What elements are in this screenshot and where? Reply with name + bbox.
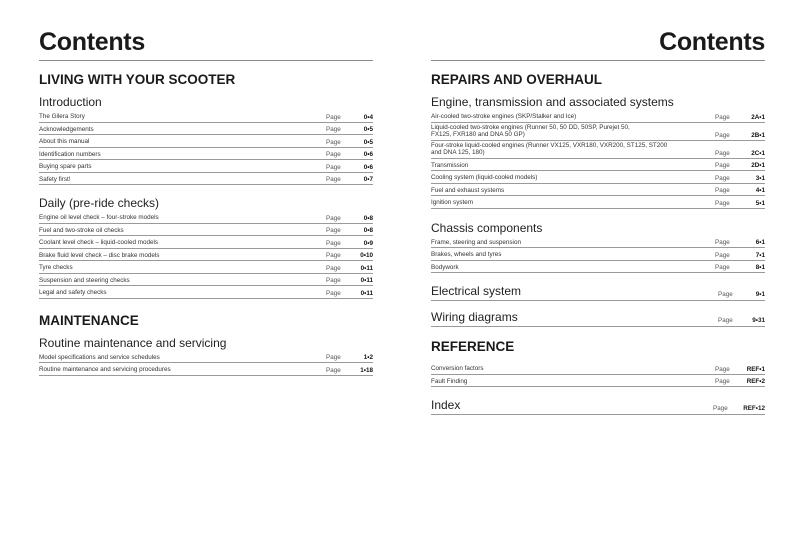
entry-label: Transmission <box>431 161 469 169</box>
page-word: Page <box>718 317 733 324</box>
entry-label: Identification numbers <box>39 150 101 158</box>
page-number: 2A•1 <box>751 113 765 121</box>
right-page <box>431 0 765 415</box>
section-title-living-with-your-scooter: LIVING WITH YOUR SCOOTER <box>39 72 236 87</box>
toc-entry[interactable] <box>431 196 765 209</box>
page-number: 2B•1 <box>751 131 765 139</box>
page-number: 0•7 <box>363 176 373 183</box>
toc-entry[interactable] <box>39 160 373 173</box>
page-number: 0•11 <box>360 277 373 284</box>
toc-entry[interactable] <box>431 159 765 172</box>
subsection-title: Daily (pre-ride checks) <box>39 196 160 210</box>
entry-label: Buying spare parts <box>39 163 92 170</box>
toc-entry[interactable] <box>431 110 765 123</box>
toc-entry[interactable] <box>39 211 373 224</box>
page-title: Contents <box>431 28 765 61</box>
page-word: Page <box>715 174 730 182</box>
page-word: Page <box>326 138 341 146</box>
page-word: Page <box>326 277 341 284</box>
toc-entry[interactable] <box>431 123 765 141</box>
page-number: REF•2 <box>746 378 765 385</box>
page-word: Page <box>326 126 341 133</box>
page-number: 0•8 <box>363 214 373 222</box>
page-word: Page <box>326 176 341 183</box>
page-number: 0•9 <box>363 239 373 247</box>
entry-label: Acknowledgements <box>39 125 94 133</box>
page-word: Page <box>715 239 730 246</box>
entry-label: Routine maintenance and servicing procedures <box>39 366 171 373</box>
entry-label-line2: and DNA 125, 180) <box>431 149 485 156</box>
subsection-introduction <box>39 96 373 185</box>
page-word: Page <box>326 214 341 222</box>
toc-entry[interactable] <box>431 184 765 197</box>
page-word: Page <box>715 131 730 139</box>
page-number: 0•5 <box>363 138 373 146</box>
toc-entry-index[interactable] <box>431 399 765 415</box>
page-word: Page <box>326 366 341 374</box>
page-word: Page <box>715 113 730 121</box>
subsection-title: Engine, transmission and associated systems <box>431 95 674 109</box>
entry-label: Air-cooled two-stroke engines (SKP/Stalker and Ice) <box>431 113 577 120</box>
entry-label <box>431 124 715 139</box>
page-number: 9•1 <box>755 291 765 298</box>
entry-label: Suspension and steering checks <box>39 276 130 284</box>
entry-label: Model specifications and service schedules <box>39 353 160 361</box>
entry-label: Index <box>431 398 461 412</box>
left-page <box>39 0 373 376</box>
entry-label-line2: FX125, FXR180 and DNA 50 GP) <box>431 131 525 138</box>
toc-entry-electrical-system[interactable] <box>431 285 765 301</box>
page-number: 0•6 <box>363 151 373 158</box>
page-word: Page <box>326 151 341 158</box>
entry-label: Brakes, wheels and tyres <box>431 251 502 258</box>
toc-entry[interactable] <box>39 148 373 161</box>
page-number: REF•12 <box>743 405 765 412</box>
page-number: 0•11 <box>360 264 373 272</box>
page-word: Page <box>718 291 733 298</box>
toc-entry[interactable] <box>39 135 373 148</box>
page-number: 0•6 <box>363 163 373 171</box>
entry-label: Coolant level check – liquid-cooled models <box>39 239 159 246</box>
page-word: Page <box>326 113 341 121</box>
page-word: Page <box>713 405 728 412</box>
subsection-title: Routine maintenance and servicing <box>39 335 227 350</box>
entry-label: Safety first! <box>39 175 71 183</box>
section-title-maintenance: MAINTENANCE <box>39 312 139 328</box>
toc-entry[interactable] <box>431 375 765 388</box>
entry-label: Brake fluid level check – disc brake models <box>39 251 160 259</box>
toc-entry-wiring-diagrams[interactable] <box>431 311 765 327</box>
page-number: 2C•1 <box>751 149 765 157</box>
page-word: Page <box>326 163 341 171</box>
page-number: 0•8 <box>363 227 373 234</box>
page-word: Page <box>715 149 730 157</box>
entry-label: Bodywork <box>431 263 459 271</box>
toc-entry[interactable] <box>431 362 765 375</box>
toc-entry[interactable] <box>39 261 373 274</box>
page-word: Page <box>715 264 730 271</box>
subsection-chassis-components <box>431 222 765 274</box>
toc-entry[interactable] <box>431 236 765 249</box>
section-title-repairs-and-overhaul: REPAIRS AND OVERHAUL <box>431 72 603 87</box>
subsection-routine-maintenance <box>39 337 373 376</box>
page-number: 4•1 <box>755 187 765 194</box>
toc-entry[interactable] <box>39 286 373 299</box>
entry-label: Fault Finding <box>431 377 468 385</box>
page-word: Page <box>326 252 341 259</box>
page-word: Page <box>715 251 730 259</box>
page-number: 2D•1 <box>751 162 765 169</box>
toc-entry[interactable] <box>39 173 373 186</box>
page-number: 8•1 <box>755 264 765 271</box>
section-title-reference: REFERENCE <box>431 339 515 354</box>
page-number: 6•1 <box>755 239 765 246</box>
page-number: 1•2 <box>363 354 373 361</box>
page-word: Page <box>715 162 730 169</box>
toc-entry[interactable] <box>39 274 373 287</box>
toc-entry[interactable] <box>431 248 765 261</box>
page-number: 9•31 <box>752 317 765 324</box>
subsection-daily-checks <box>39 197 373 299</box>
toc-entry[interactable] <box>431 261 765 274</box>
entry-label: Fuel and two-stroke oil checks <box>39 226 124 234</box>
toc-entry[interactable] <box>39 363 373 376</box>
entry-label-line1: Liquid-cooled two-stroke engines (Runner 50, 50 DD, 50SP, Purejet 50, <box>431 123 630 131</box>
entry-label: Conversion factors <box>431 365 484 372</box>
page-word: Page <box>715 378 730 385</box>
subsection-title: Chassis components <box>431 220 543 235</box>
page-number: 3•1 <box>755 174 765 182</box>
entry-label-line1: Four-stroke liquid-cooled engines (Runner VX125, VXR180, VXR200, ST125, ST200 <box>431 141 668 149</box>
page-number: 0•11 <box>360 289 373 297</box>
toc-entry[interactable] <box>39 123 373 136</box>
toc-entry[interactable] <box>39 236 373 249</box>
page-number: 1•18 <box>360 366 373 374</box>
reference-entries <box>431 362 765 387</box>
page-word: Page <box>326 239 341 247</box>
entry-label: Wiring diagrams <box>431 310 518 324</box>
page-word: Page <box>326 264 341 272</box>
page-word: Page <box>715 199 730 207</box>
page-number: REF•1 <box>746 365 765 373</box>
entry-label: Tyre checks <box>39 264 73 271</box>
subsection-engine-transmission <box>431 96 765 209</box>
toc-entry[interactable] <box>431 171 765 184</box>
entry-label: Engine oil level check – four-stroke models <box>39 214 159 221</box>
entry-label: Frame, steering and suspension <box>431 238 521 246</box>
toc-entry[interactable] <box>39 351 373 364</box>
subsection-title: Introduction <box>39 95 102 109</box>
page-title: Contents <box>39 28 373 61</box>
page-word: Page <box>326 227 341 234</box>
toc-entry[interactable] <box>39 110 373 123</box>
page-number: 5•1 <box>755 199 765 207</box>
entry-label: The Gilera Story <box>39 113 85 120</box>
entry-label: About this manual <box>39 138 90 145</box>
toc-entry[interactable] <box>431 141 765 159</box>
page-word: Page <box>715 365 730 373</box>
entry-label <box>431 142 715 157</box>
entry-label: Fuel and exhaust systems <box>431 186 505 194</box>
page-number: 0•5 <box>363 126 373 133</box>
entry-label: Cooling system (liquid-cooled models) <box>431 174 538 181</box>
entry-label: Ignition system <box>431 199 473 206</box>
entry-label: Legal and safety checks <box>39 289 107 296</box>
page-word: Page <box>326 289 341 297</box>
page-number: 0•4 <box>363 113 373 121</box>
page-number: 7•1 <box>755 251 765 259</box>
page-word: Page <box>715 187 730 194</box>
page-number: 0•10 <box>360 252 373 259</box>
toc-entry[interactable] <box>39 224 373 237</box>
entry-label: Electrical system <box>431 284 522 298</box>
page-word: Page <box>326 354 341 361</box>
toc-entry[interactable] <box>39 249 373 262</box>
